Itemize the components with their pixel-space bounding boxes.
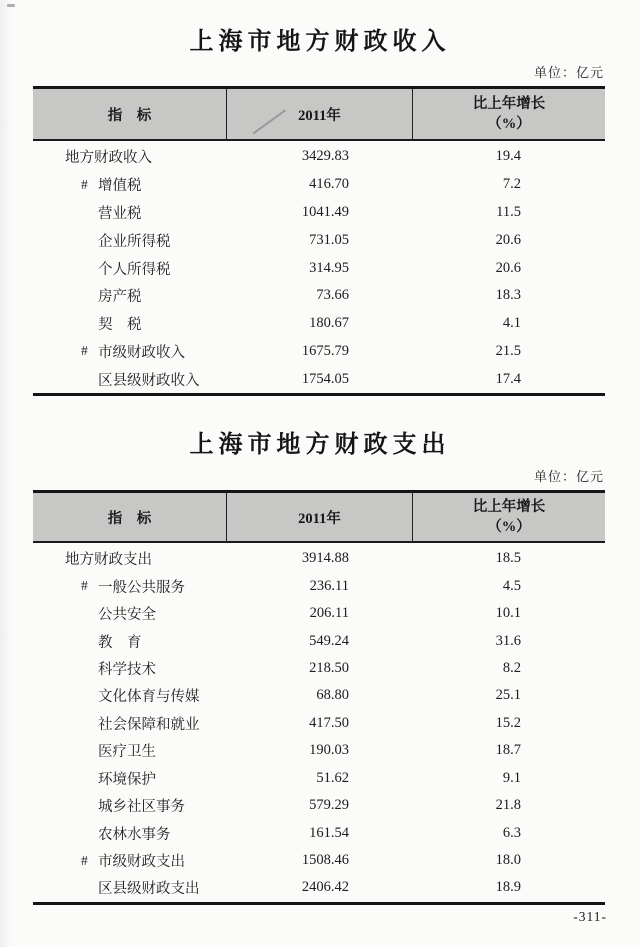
table-row: [33, 600, 605, 627]
table-row: [33, 338, 605, 366]
row-indicator-cell: [33, 603, 227, 624]
row-indicator-cell: [33, 369, 227, 390]
hash-mark: #: [81, 343, 88, 359]
table-row: [33, 874, 605, 901]
row-year-value: 417.50: [309, 714, 349, 731]
expenditure-unit-label: 单位：亿元: [533, 469, 604, 484]
row-year-value: 73.66: [316, 287, 349, 304]
row-indicator-label: 营业税: [98, 205, 142, 222]
row-indicator-label: 文化体育与传媒: [98, 689, 200, 706]
row-growth-value: 25.1: [495, 687, 521, 704]
row-indicator-cell: [33, 548, 227, 569]
row-year-value: 206.11: [309, 605, 349, 622]
row-growth-value: 11.5: [496, 203, 521, 220]
expenditure-table-body: [33, 543, 605, 902]
table-row: [33, 226, 605, 254]
row-indicator-cell: [33, 576, 227, 597]
table-row: [33, 737, 605, 764]
row-year-value: 1754.05: [301, 370, 349, 387]
revenue-table: [33, 86, 605, 396]
table-row: [33, 545, 605, 572]
row-indicator-cell: [33, 313, 227, 334]
table-row: [33, 310, 605, 338]
row-year-value: 314.95: [309, 259, 349, 276]
table-row: [33, 682, 605, 709]
row-growth-value: 18.9: [495, 879, 521, 896]
row-growth-value: 20.6: [495, 231, 521, 248]
row-indicator-label: 市级财政收入: [98, 344, 185, 361]
row-indicator-cell: [33, 146, 227, 167]
row-growth-value: 9.1: [502, 769, 521, 786]
expenditure-table-title: 上海市地方财政支出: [189, 432, 451, 458]
row-growth-value: 7.2: [502, 176, 521, 193]
revenue-table-header: [33, 89, 605, 141]
table-row: [33, 847, 605, 874]
row-year-value: 68.80: [316, 687, 349, 704]
row-indicator-label: 企业所得税: [98, 233, 171, 250]
table-row: [33, 143, 605, 171]
row-indicator-cell: [33, 174, 227, 195]
row-indicator-cell: [33, 341, 227, 362]
row-growth-value: 10.1: [495, 605, 521, 622]
row-indicator-label: 农林水事务: [98, 826, 171, 843]
row-growth-value: 8.2: [502, 659, 521, 676]
row-indicator-label: 个人所得税: [98, 261, 171, 278]
row-year-value: 416.70: [309, 176, 349, 193]
row-indicator-label: 一般公共服务: [98, 579, 185, 596]
revenue-table-title: 上海市地方财政收入: [189, 29, 451, 55]
row-indicator-label: 教 育: [98, 634, 142, 651]
row-year-value: 161.54: [309, 824, 349, 841]
header-year-label: 2011年: [298, 510, 341, 527]
revenue-unit-label: 单位：亿元: [533, 65, 604, 80]
header-cell-indicator: 指 标: [33, 89, 227, 139]
scan-scratch-mark: [252, 109, 285, 134]
row-indicator-label: 公共安全: [98, 607, 156, 624]
row-indicator-label: 市级财政支出: [98, 854, 185, 871]
row-year-value: 3429.83: [301, 148, 349, 165]
row-indicator-label: 契 税: [98, 317, 142, 334]
row-indicator-cell: [33, 740, 227, 761]
row-growth-value: 17.4: [495, 370, 521, 387]
row-growth-value: 15.2: [495, 714, 521, 731]
row-year-value: 579.29: [309, 797, 349, 814]
row-indicator-label: 地方财政支出: [65, 552, 152, 569]
row-growth-value: 31.6: [495, 632, 521, 649]
row-indicator-label: 区县级财政收入: [98, 372, 200, 389]
row-indicator-cell: [33, 258, 227, 279]
table-row: [33, 710, 605, 737]
hash-mark: #: [81, 176, 88, 192]
row-year-value: 180.67: [309, 315, 349, 332]
expenditure-table: [33, 490, 605, 905]
row-indicator-label: 城乡社区事务: [98, 799, 185, 816]
row-indicator-cell: [33, 795, 227, 816]
row-indicator-label: 医疗卫生: [98, 744, 156, 761]
row-indicator-label: 地方财政收入: [65, 150, 152, 167]
hash-mark: #: [81, 578, 88, 594]
table-row: [33, 199, 605, 227]
row-indicator-cell: [33, 230, 227, 251]
row-year-value: 3914.88: [301, 550, 349, 567]
row-indicator-cell: [33, 713, 227, 734]
row-indicator-cell: [33, 658, 227, 679]
table-row: [33, 792, 605, 819]
table-row: [33, 819, 605, 846]
row-indicator-cell: [33, 768, 227, 789]
row-indicator-cell: [33, 850, 227, 871]
table-row: [33, 627, 605, 654]
header-cell-growth: [413, 89, 605, 139]
revenue-table-body: [33, 141, 605, 393]
row-year-value: 1508.46: [301, 852, 349, 869]
row-year-value: 190.03: [309, 742, 349, 759]
header-cell-growth: [413, 493, 605, 541]
row-growth-value: 18.3: [495, 287, 521, 304]
header-cell-indicator: 指 标: [33, 493, 227, 541]
hash-mark: #: [81, 852, 88, 868]
row-growth-value: 18.7: [495, 742, 521, 759]
header-growth-line2: （%）: [487, 116, 531, 132]
header-growth-line2: （%）: [487, 519, 531, 535]
table-row: [33, 765, 605, 792]
table-row: [33, 282, 605, 310]
row-growth-value: 18.5: [495, 550, 521, 567]
row-growth-value: 6.3: [502, 824, 521, 841]
row-indicator-cell: [33, 877, 227, 898]
row-indicator-label: 增值税: [98, 178, 142, 195]
row-indicator-cell: [33, 285, 227, 306]
row-indicator-label: 科学技术: [98, 661, 156, 678]
row-indicator-label: 区县级财政支出: [98, 881, 200, 898]
table-row: [33, 171, 605, 199]
scan-speck: [7, 4, 15, 7]
row-indicator-label: 环境保护: [98, 771, 156, 788]
row-growth-value: 21.8: [495, 797, 521, 814]
row-year-value: 549.24: [309, 632, 349, 649]
header-growth-line1: 比上年增长: [472, 96, 546, 112]
row-indicator-cell: [33, 685, 227, 706]
row-indicator-cell: [33, 202, 227, 223]
expenditure-table-header: [33, 493, 605, 543]
row-indicator-label: 房产税: [98, 289, 142, 306]
row-year-value: 236.11: [309, 577, 349, 594]
table-row: [33, 365, 605, 393]
row-growth-value: 4.1: [502, 315, 521, 332]
page-number: -311-: [573, 909, 607, 924]
row-year-value: 218.50: [309, 659, 349, 676]
header-growth-line1: 比上年增长: [472, 499, 546, 515]
table-row: [33, 254, 605, 282]
header-cell-year: [227, 493, 413, 541]
header-cell-year: [227, 89, 413, 139]
table-row: [33, 572, 605, 599]
row-indicator-label: 社会保障和就业: [98, 716, 200, 733]
row-year-value: 51.62: [316, 769, 349, 786]
row-year-value: 1675.79: [301, 342, 349, 359]
row-growth-value: 4.5: [502, 577, 521, 594]
row-indicator-cell: [33, 631, 227, 652]
row-growth-value: 20.6: [495, 259, 521, 276]
row-year-value: 1041.49: [301, 203, 349, 220]
row-year-value: 731.05: [309, 231, 349, 248]
row-growth-value: 19.4: [495, 148, 521, 165]
table-row: [33, 655, 605, 682]
row-growth-value: 21.5: [495, 342, 521, 359]
row-growth-value: 18.0: [495, 852, 521, 869]
row-indicator-cell: [33, 823, 227, 844]
row-year-value: 2406.42: [301, 879, 349, 896]
header-year-label: 2011年: [298, 107, 341, 124]
